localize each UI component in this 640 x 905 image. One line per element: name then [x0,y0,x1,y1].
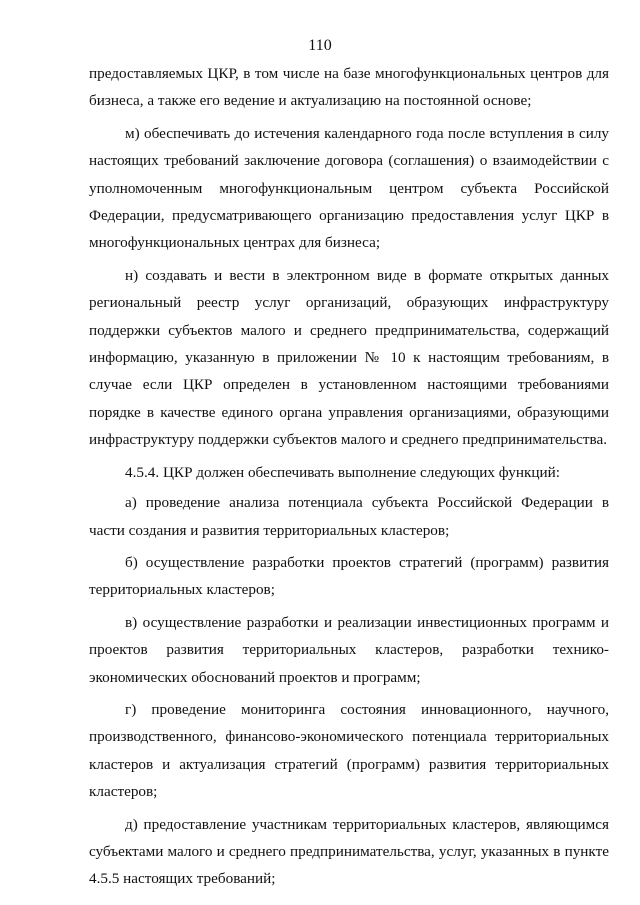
document-body [89,60,609,898]
page-number: 110 [308,37,332,54]
paragraph-item-m: м) обеспечивать до истечения календарного года после вступления в силу настоящих требований заключение договора (соглашения) о взаимодействии с уполномоченным многофункциональным центром субъекта Российской Федерации, предусматривающего организацию предоставления услуг ЦКР в многофункциональных центрах для бизнеса; [89,124,609,252]
paragraph-item-d: д) предоставление участникам территориальных кластеров, являющимся субъектами малого и среднего предпринимательства, услуг, указанных в пункте 4.5.5 настоящих требований; [89,815,609,888]
paragraph-section-4-5-4: 4.5.4. ЦКР должен обеспечивать выполнение следующих функций: [125,463,560,481]
paragraph-continuation: предоставляемых ЦКР, в том числе на базе многофункциональных центров для бизнеса, а также его ведение и актуализацию на постоянной основе; [89,65,609,110]
paragraph-item-v: в) осуществление разработки и реализации инвестиционных программ и проектов развития территориальных кластеров, разработки технико-экономических обоснований проектов и программ; [89,613,609,686]
paragraph-item-a: а) проведение анализа потенциала субъекта Российской Федерации в части создания и развития территориальных кластеров; [89,494,609,539]
paragraph-item-g: г) проведение мониторинга состояния инновационного, научного, производственного, финансово-экономического потенциала территориальных кластеров и актуализация стратегий (программ) развития территориальных кластеров; [89,700,609,801]
paragraph-item-b: б) осуществление разработки проектов стратегий (программ) развития территориальных кластеров; [89,553,609,599]
paragraph-item-n: н) создавать и вести в электронном виде в формате открытых данных региональный реестр услуг организаций, образующих инфраструктуру поддержки субъектов малого и среднего предпринимательства, содержащий информацию, указанную в приложении № 10 к настоящим требованиям, в случае если ЦКР определен в установленном настоящими требованиями порядке в качестве единого органа управления организациями, образующими инфраструктуру поддержки субъектов малого и среднего предпринимательства. [89,266,609,449]
